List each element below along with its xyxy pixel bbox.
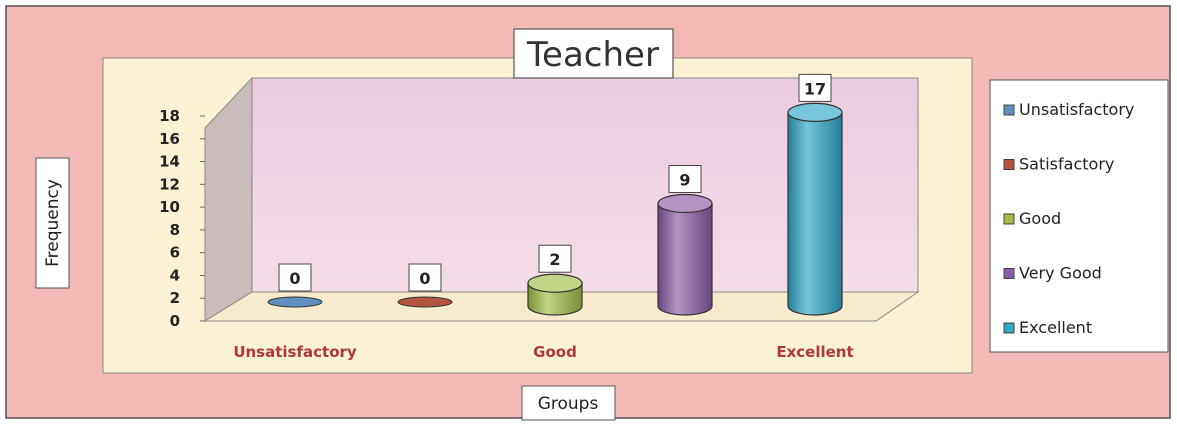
y-tick-label: 4 xyxy=(169,266,180,285)
y-axis-title: Frequency xyxy=(43,179,63,267)
chart-title: Teacher xyxy=(527,35,659,75)
legend-label: Very Good xyxy=(1019,263,1102,283)
y-tick-label: 16 xyxy=(159,129,180,148)
legend-swatch xyxy=(1004,105,1014,115)
y-tick-label: 8 xyxy=(169,220,180,239)
legend-label: Good xyxy=(1019,209,1062,228)
bar-4 xyxy=(788,74,842,315)
y-tick-label: 2 xyxy=(169,289,180,308)
y-tick-label: 6 xyxy=(169,243,180,262)
y-tick-label: 14 xyxy=(159,152,180,171)
legend-label: Excellent xyxy=(1019,318,1093,337)
data-label: 17 xyxy=(803,79,827,99)
legend-label: Unsatisfactory xyxy=(1019,100,1135,119)
bar-top xyxy=(398,297,452,307)
legend-swatch xyxy=(1004,160,1014,170)
x-tick-label: Unsatisfactory xyxy=(233,343,357,361)
legend-label: Satisfactory xyxy=(1019,154,1115,174)
bar-body xyxy=(658,204,712,316)
bar-top xyxy=(658,195,712,213)
x-tick-label: Good xyxy=(533,343,577,361)
legend xyxy=(990,80,1168,352)
x-axis-title: Groups xyxy=(537,394,599,414)
bar-top xyxy=(788,103,842,121)
bar-top xyxy=(268,297,322,307)
y-tick-label: 12 xyxy=(159,175,180,194)
data-label: 2 xyxy=(549,250,561,270)
data-label: 9 xyxy=(679,170,691,190)
x-tick-label: Excellent xyxy=(776,343,854,361)
y-tick-label: 18 xyxy=(159,107,180,125)
bar-body xyxy=(788,112,842,315)
data-label: 0 xyxy=(289,269,301,288)
legend-swatch xyxy=(1004,214,1014,224)
data-label: 0 xyxy=(419,269,431,288)
legend-swatch xyxy=(1004,323,1014,333)
y-tick-label: 0 xyxy=(169,312,180,330)
legend-swatch xyxy=(1004,269,1014,279)
y-tick-label: 10 xyxy=(159,198,180,217)
bar-top xyxy=(528,274,582,292)
